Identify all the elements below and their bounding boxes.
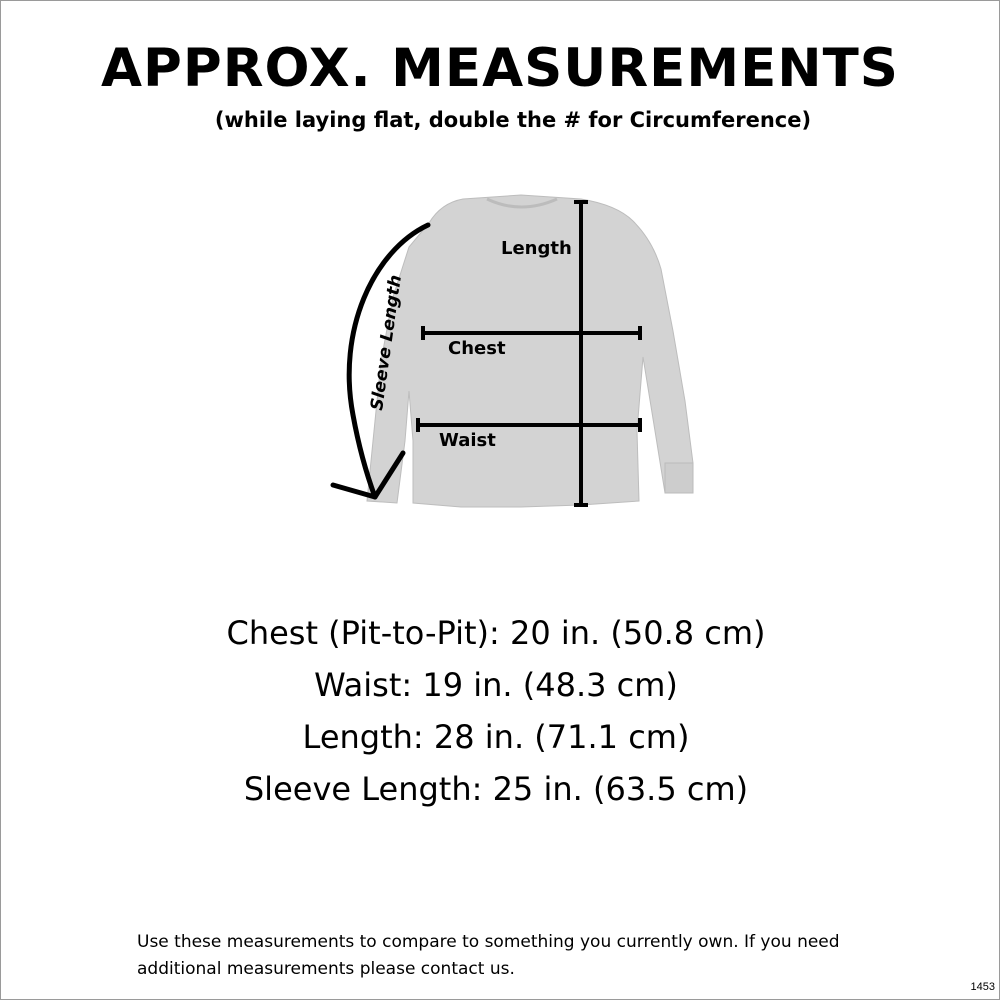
sleeve-length-measurement: Sleeve Length: 25 in. (63.5 cm) (243, 770, 749, 808)
chest-measurement: Chest (Pit-to-Pit): 20 in. (50.8 cm) (226, 614, 766, 652)
page-title: APPROX. MEASUREMENTS (101, 38, 899, 99)
chest-label: Chest (448, 338, 506, 359)
right-cuff-shape (665, 463, 693, 493)
sleeve-length-label: Sleeve Length (367, 273, 406, 412)
footer-note (137, 929, 917, 983)
waist-measurement: Waist: 19 in. (48.3 cm) (314, 666, 678, 704)
length-label: Length (501, 238, 572, 259)
page-subtitle: (while laying flat, double the # for Circumference) (214, 108, 812, 132)
shirt-diagram (321, 189, 721, 519)
waist-label: Waist (439, 430, 496, 451)
footer-line-2: additional measurements please contact us. (137, 959, 515, 979)
length-measurement: Length: 28 in. (71.1 cm) (302, 718, 690, 756)
footer-line-1: Use these measurements to compare to something you currently own. If you need (137, 932, 840, 952)
measurement-list (1, 607, 991, 815)
item-code: 1453 (970, 981, 995, 993)
